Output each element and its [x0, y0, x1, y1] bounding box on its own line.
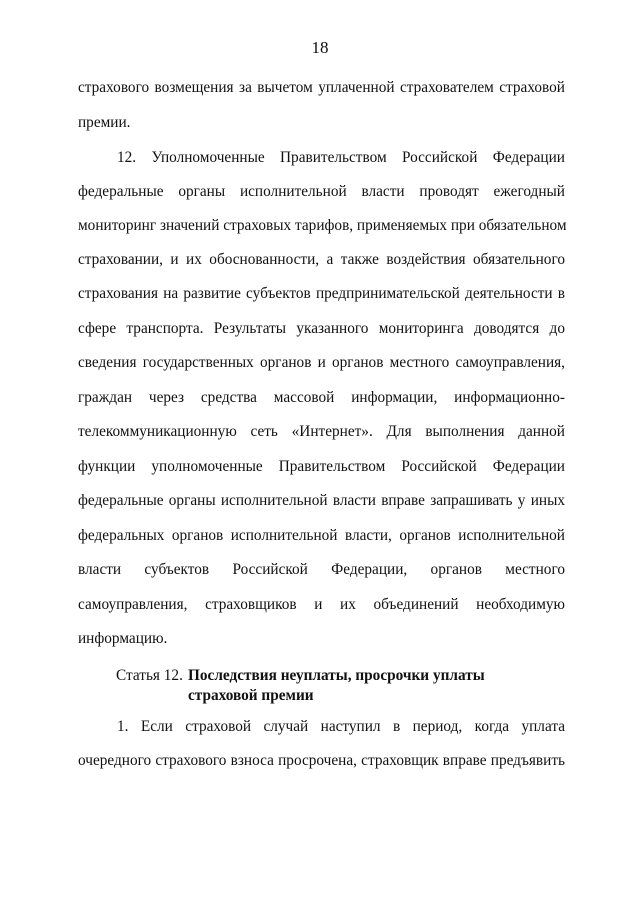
text-line: страховании, и их обоснованности, а также воздействия обязательного: [78, 251, 565, 268]
text-line: сведения государственных органов и органов местного самоуправления,: [78, 354, 565, 371]
text-line: власти субъектов Российской Федерации, органов местного: [78, 561, 565, 578]
article-heading: [116, 666, 576, 706]
text-line: федеральные органы исполнительной власти проводят ежегодный: [78, 183, 565, 200]
text-line: 1. Если страховой случай наступил в период, когда уплата: [117, 718, 565, 735]
text-line: мониторинг значений страховых тарифов, применяемых при обязательном: [78, 217, 567, 234]
article-title: [188, 666, 485, 706]
text-line: телекоммуникационную сеть «Интернет». Для выполнения данной: [78, 423, 565, 440]
text-line: сфере транспорта. Результаты указанного мониторинга доводятся до: [78, 320, 565, 337]
text-line: премии.: [78, 114, 131, 131]
text-line: самоуправления, страховщиков и их объединений необходимую: [78, 596, 565, 613]
text-line: федеральных органов исполнительной власти, органов исполнительной: [78, 527, 565, 544]
article-label: Статья 12.: [116, 667, 183, 684]
page-number: 18: [311, 38, 329, 57]
text-line: страхового возмещения за вычетом уплаченной страхователем страховой: [78, 79, 565, 96]
text-line: информацию.: [78, 630, 168, 647]
text-line: очередного страхового взноса просрочена, страховщик вправе предъявить: [78, 752, 565, 769]
text-line: страхования на развитие субъектов предпринимательской деятельности в: [78, 285, 565, 302]
text-line: федеральные органы исполнительной власти вправе запрашивать у иных: [78, 492, 565, 509]
article-title-line: Последствия неуплаты, просрочки уплаты: [188, 667, 485, 684]
text-line: 12. Уполномоченные Правительством Российской Федерации: [117, 149, 565, 166]
text-line: граждан через средства массовой информации, информационно-: [78, 389, 565, 406]
text-line: функции уполномоченные Правительством Российской Федерации: [78, 458, 565, 475]
article-title-line: страховой премии: [188, 687, 314, 704]
